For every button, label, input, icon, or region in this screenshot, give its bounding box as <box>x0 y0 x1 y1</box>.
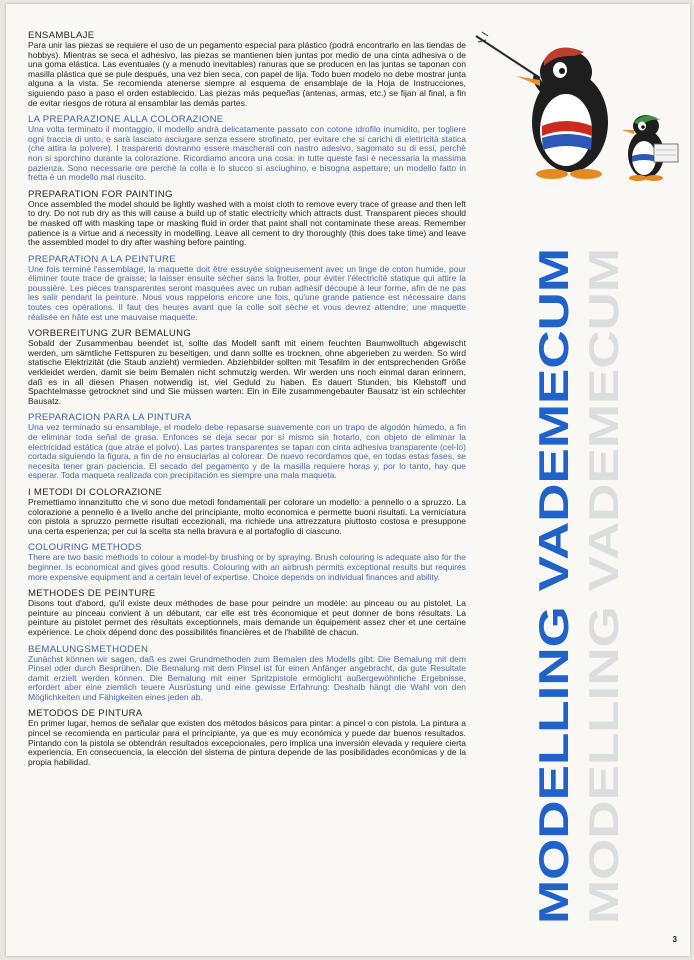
section-body: Una volta terminato il montaggio, il modello andrà delicatamente passato con cotone idrofilo inumidito, per togliere ogni traccia di unto, e sarà lasciato asciugare senza essere strofinato, per evitare che si carichi di elettricità statica (che attira la polvere). I trasparenti dovranno essere mascherati con nastro adesivo, sagomato su di essi, perchè non si sporchino durante la colorazione. Ricordiamo ancora una cosa: in tutte queste fasi è necessaria la massima pazienza. Sono necessarie ore perchè la colla e lo stucco si asciughino, e bisogna aspettare; un modello fatto in fretta è un modello mal riuscito. <box>28 124 466 183</box>
section-heading: COLOURING METHODS <box>28 542 142 554</box>
section-de-preparation <box>28 328 466 406</box>
section-en-preparation <box>28 189 466 248</box>
section-heading: VORBEREITUNG ZUR BEMALUNG <box>28 328 192 340</box>
section-fr-preparation <box>28 254 466 323</box>
vertical-title-grey <box>580 242 628 932</box>
section-es-preparation <box>28 412 466 481</box>
penguin-illustration <box>474 26 686 186</box>
section-de-methods <box>28 644 466 703</box>
section-heading: BEMALUNGSMETHODEN <box>28 643 149 655</box>
section-es-assembly <box>28 30 466 108</box>
section-heading: PREPARATION FOR PAINTING <box>28 188 173 200</box>
section-body: Une fois terminé l'assemblage, la maquette doit être essuyée soigneusement avec un linge de coton humide, pour éliminer toute trace de graisse; la laisser ensuite sécher sans la frotter, pour éviter l'électricité statique qui attire la poussière. Les pièces transparentes seront masquées avec un ruban adhésif découpé à leur forme, afin de ne pas les salir pendant la peinture. Nous vous rappelons encore une fois, qu'une grande patience est nécessaire dans toutes ces opérations. Il faut des heures avant que la colle soit sèche et vous devrez attendre; une maquette réalisée en hâte est une mauvaise maquette. <box>28 263 466 322</box>
section-body: Disons tout d'abord, qu'il existe deux méthodes de base pour peindre un modèle: au pinceau ou au pistolet. La peinture au pinceau convient à un débutant, car elle est très économique et peut donner de bons résultats. La peinture au pistolet permet des résultats exceptionnels, mais demande un équipement assez cher et une certaine expérience. Le choix dépend donc des possibilités financières et de l'habilité de chacun. <box>28 598 466 637</box>
section-heading: ENSAMBLAJE <box>28 30 95 41</box>
vertical-title-blue <box>530 242 578 932</box>
section-body: Sobald der Zusammenbau beendet ist, sollte das Modell sanft mit einem feuchten Baumwolltuch abgewischt werden, um sämtliche Fettspuren zu beseitigen, und dann sollte es trocknen, ohne abgerieben zu werden. So wird statische Elektrizität (die Staub anzieht) vermieden. Abziehbilder sollten mit Tesafilm in der entsprechenden Größe verkleidet werden, damit sie beim Bemalen nicht schmutzig werden. Wir werden uns noch einmal daran erinnern, daß es in all diesen Phasen notwendig ist, viel Geduld zu haben. Es dauert Stunden, bis Klebstoff und Spachtelmasse getrocknet sind und Sie müssen warten: Ein in Eile zusammengebauter Bausatz ist ein schlechter Bausatz. <box>28 338 466 406</box>
section-body: Una vez terminado su ensamblaje, el modelo debe repasarse suavemente con un trapo de algodón húmedo, a fin de eliminar toda señal de grasa. Enfonces se deja secar por sí mismo sin frotarlo, con objeto de eliminar la electricidad estática (que atrae el polvo). Las partes transparentes se tapan con cinta adhesiva transparente (cel-lo) cortada siguiendo la figura, a fin de no ensuciarlas al colorear. De nuevo recordamos que, en todas estas fases, se necesita tener gran paciencia. El secado del pegamento y de la masilla requiere horas y, por lo tanto, hay que esperar. Toda maqueta realizada con precipitación es siempre una mala maqueta. <box>28 422 466 481</box>
section-it-methods <box>28 487 466 536</box>
section-en-methods <box>28 542 466 582</box>
section-heading: PREPARATION A LA PEINTURE <box>28 253 176 265</box>
section-es-methods <box>28 708 466 767</box>
section-body: En primer lugar, hemos de señalar que existen dos métodos básicos para pintar: a pincel o con pistola. La pintura a pincel se recomienda en particular para el principiante, ya que es muy económica y puede dar buenos resultados. Pintando con la pistola se obtendrán resultados excepcionales, pero implica una inversión elevada y requiere cierta experiencia. En consecuencia, la elección del sistema de pintura depende de las posibilidades económicas y de la propia habilidad. <box>28 718 466 767</box>
text-column <box>28 30 466 773</box>
page-number: 3 <box>672 935 677 944</box>
section-fr-methods <box>28 588 466 637</box>
section-heading: METHODES DE PEINTURE <box>28 588 156 600</box>
section-body: Zunächst können wir sagen, daß es zwei Grundmethoden zum Bemalen des Modells gibt: Die Bemalung mit dem Pinsel oder durch Besprühen. Die Bemalung mit dem Pinsel ist für einen Anfänger angebracht, da gute Resultate damit erzielt werden können. Die Bemalung mit einer Spritzpistole ermöglicht außergewöhnliche Ergebnisse, erfordert aber eine ziemlich teuere Ausrüstung und eine gewisse Erfahrung: Deshalb hängt die Wahl von den Möglichkeiten und Fähigkeiten eines jeden ab. <box>28 653 466 702</box>
section-heading: METODOS DE PINTURA <box>28 708 143 720</box>
vertical-title-text: MODELLING VADEMECUM <box>580 388 627 924</box>
section-body: Para unir las piezas se requiere el uso de un pegamento especial para plástico (podrá encontrarlo en las tiendas de hobbys). Mientras se seca el adhesivo, las piezas se mantienen bien juntas por medio de una cinta adhesiva o de una goma elástica. Las eventuales (y a menudo inevitables) ranuras que se producen en las juntas se taponan con masilla plástica que se pule después, una vez bien seca, con papel de lija. Todo buen modelo no debe mostrar junta alguna a la vista. Se recomienda atenerse siempre al esquema de ensamblaje de la Hoja de Instrucciones, siguiendo paso a paso el orden establecido. Las piezas más pequeñas (antenas, armas, etc.) se fijan al final, a fin de evitar riesgos de rotura al ensamblar las demás partes. <box>28 40 466 108</box>
section-heading: I METODI DI COLORAZIONE <box>28 486 163 498</box>
section-body: Premettiamo innanzitutto che vi sono due metodi fondamentali per colorare un modello: a pennello o a spruzzo. La colorazione a pennello è a livello anche del principiante, molto economica e permette buoni risultati. La verniciatura con pistola a spruzzo permette risultati eccezionali, ma richiede una attrezzatura piuttosto costosa e presuppone una certa esperienza; per cui la scelta sta nella bravura e al portafoglio di ciascuno. <box>28 496 466 536</box>
page <box>6 4 690 956</box>
section-body: There are two basic methods to colour a model-by brushing or by spraying. Brush colouring is adequate also for the beginner. Is economical and gives good results. Colouring with an airbrush permits exceptional results but requires more expensive equipment and a certain level of expertise. Choice depends on individual finances and ability. <box>28 552 466 582</box>
vertical-title-text: MODELLING VADEMECUM <box>530 388 577 924</box>
section-body: Once assembled the model should be lightly washed with a moist cloth to remove every trace of grease and then left to dry. Do not rub dry as this will cause a build up of static electricity which attracts dust. Transparent pieces should be masked off with masking tape or masking fluid in order that paint shall not contaminate these areas. Remember patience is a virtue and a necessity in modelling. Leave all cement to dry thoroughly (this does take time) and leave the assembled model to dry after washing before painting. <box>28 198 466 248</box>
section-heading: PREPARACION PARA LA PINTURA <box>28 412 192 424</box>
section-heading: LA PREPARAZIONE ALLA COLORAZIONE <box>28 114 224 126</box>
section-it-preparation <box>28 114 466 183</box>
